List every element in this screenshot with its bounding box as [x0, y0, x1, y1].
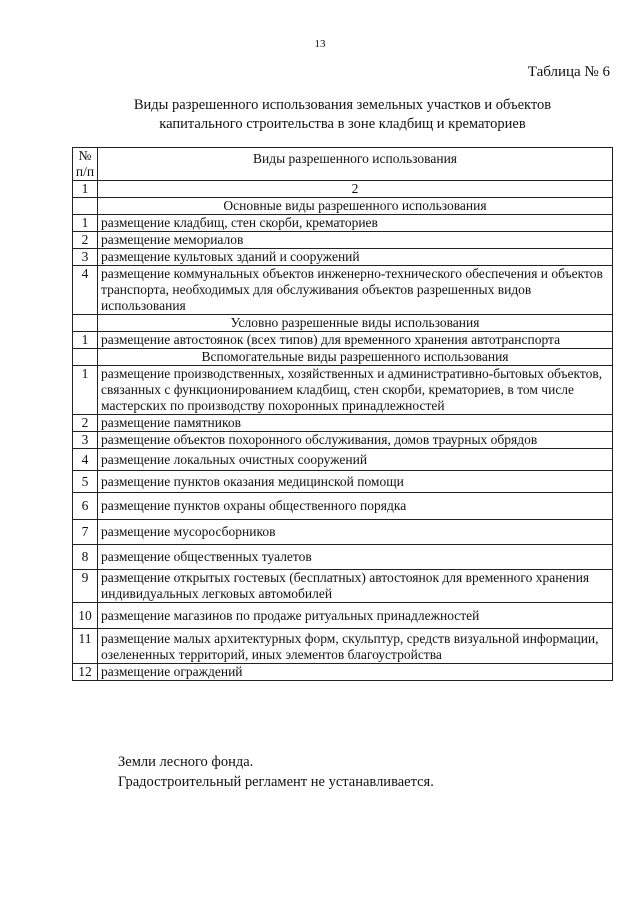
- row-text: размещение локальных очистных сооружений: [98, 449, 613, 471]
- row-number: 3: [73, 432, 98, 449]
- row-number: 5: [73, 471, 98, 493]
- table-header-row: [73, 148, 613, 181]
- row-text: размещение производственных, хозяйственных и административно-бытовых объектов, связанных с функционированием кладбищ, стен скорби, крематориев, в том числе мастерских по производству похоронных принадлежностей: [98, 366, 613, 415]
- row-number: 7: [73, 520, 98, 545]
- land-use-table: [72, 147, 613, 681]
- table-row: [73, 332, 613, 349]
- table-row: [73, 545, 613, 570]
- row-number: 8: [73, 545, 98, 570]
- header-number-cell: [73, 148, 98, 181]
- row-text: размещение малых архитектурных форм, скульптур, средств визуальной информации, озелененных территорий, иных элементов благоустройства: [98, 629, 613, 664]
- row-number: 9: [73, 570, 98, 603]
- row-text: размещение культовых зданий и сооружений: [98, 249, 613, 266]
- row-text: размещение объектов похоронного обслуживания, домов траурных обрядов: [98, 432, 613, 449]
- row-number: 2: [73, 415, 98, 432]
- row-number: 6: [73, 493, 98, 520]
- table-title-line-1: Виды разрешенного использования земельных участков и объектов: [133, 97, 552, 113]
- table-row: [73, 449, 613, 471]
- closing-text-line-2: Градостроительный регламент не устанавливается.: [118, 774, 434, 790]
- row-text: размещение ограждений: [98, 664, 613, 681]
- row-number: 12: [73, 664, 98, 681]
- row-text: размещение памятников: [98, 415, 613, 432]
- row-text: размещение магазинов по продаже ритуальных принадлежностей: [98, 603, 613, 629]
- page-number: 13: [314, 38, 326, 50]
- table-row: [73, 664, 613, 681]
- closing-text: [118, 752, 434, 792]
- closing-text-line-1: Земли лесного фонда.: [118, 754, 254, 770]
- table-row: [73, 415, 613, 432]
- section-row: [73, 349, 613, 366]
- row-text: размещение мемориалов: [98, 232, 613, 249]
- table-row: [73, 215, 613, 232]
- row-text: размещение пунктов оказания медицинской помощи: [98, 471, 613, 493]
- row-number: 1: [73, 215, 98, 232]
- table-row: [73, 570, 613, 603]
- table-row: [73, 629, 613, 664]
- table-title-line-2: капитального строительства в зоне кладбищ и крематориев: [159, 116, 526, 132]
- table-row: [73, 232, 613, 249]
- row-text: размещение автостоянок (всех типов) для временного хранения автотранспорта: [98, 332, 613, 349]
- section-title: Вспомогательные виды разрешенного использования: [98, 349, 613, 366]
- table-row: [73, 603, 613, 629]
- table-row: [73, 493, 613, 520]
- row-number: 3: [73, 249, 98, 266]
- table-row: [73, 520, 613, 545]
- section-spacer-cell: [73, 349, 98, 366]
- row-number: 11: [73, 629, 98, 664]
- table-row: [73, 249, 613, 266]
- header-title-cell: Виды разрешенного использования: [98, 148, 613, 181]
- section-spacer-cell: [73, 315, 98, 332]
- column-index-row: [73, 181, 613, 198]
- row-number: 10: [73, 603, 98, 629]
- section-spacer-cell: [73, 198, 98, 215]
- table-title: [70, 96, 615, 134]
- row-text: размещение открытых гостевых (бесплатных) автостоянок для временного хранения индивидуальных легковых автомобилей: [98, 570, 613, 603]
- table-label: Таблица № 6: [527, 64, 610, 80]
- section-row: [73, 315, 613, 332]
- table-row: [73, 366, 613, 415]
- row-text: размещение мусоросборников: [98, 520, 613, 545]
- table-row: [73, 432, 613, 449]
- row-number: 4: [73, 266, 98, 315]
- row-number: 4: [73, 449, 98, 471]
- row-text: размещение общественных туалетов: [98, 545, 613, 570]
- row-text: размещение пунктов охраны общественного порядка: [98, 493, 613, 520]
- row-number: 1: [73, 332, 98, 349]
- column-index-1: 1: [73, 181, 98, 198]
- row-text: размещение коммунальных объектов инженерно-технического обеспечения и объектов транспорта, необходимых для обслуживания объектов разрешенных видов использования: [98, 266, 613, 315]
- table-row: [73, 471, 613, 493]
- section-row: [73, 198, 613, 215]
- row-text: размещение кладбищ, стен скорби, крематориев: [98, 215, 613, 232]
- section-title: Условно разрешенные виды использования: [98, 315, 613, 332]
- table-row: [73, 266, 613, 315]
- header-number-line-2: п/п: [75, 164, 95, 179]
- row-number: 2: [73, 232, 98, 249]
- column-index-2: 2: [98, 181, 613, 198]
- row-number: 1: [73, 366, 98, 415]
- section-title: Основные виды разрешенного использования: [98, 198, 613, 215]
- header-number-line-1: №: [78, 148, 92, 163]
